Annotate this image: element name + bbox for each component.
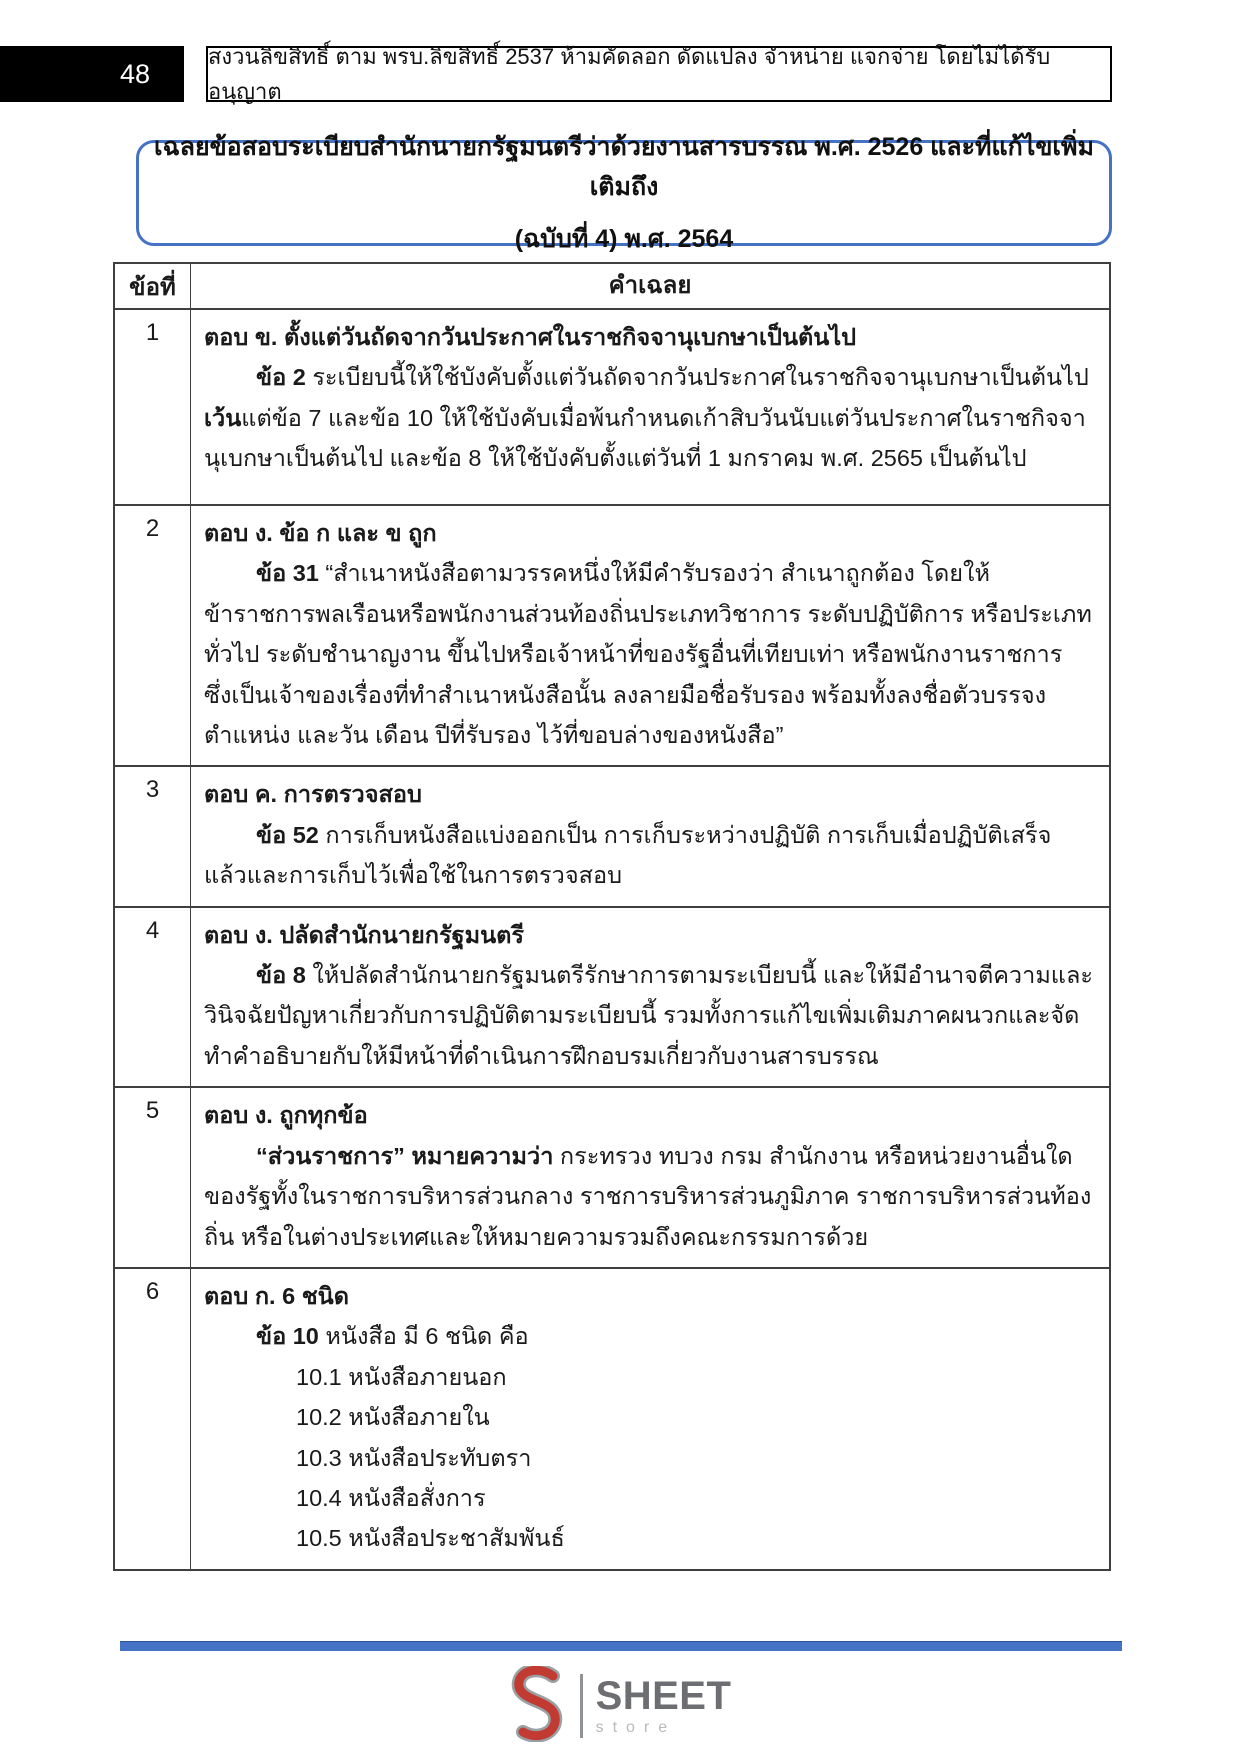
answer-cell	[191, 1088, 1109, 1267]
row-number: 6	[115, 1269, 191, 1569]
answer-line: ตอบ ง. ปลัดสำนักนายกรัฐมนตรี	[204, 921, 525, 948]
answer-line: ตอบ ค. การตรวจสอบ	[204, 781, 422, 808]
clause-ref: ข้อ 8	[256, 962, 306, 989]
table-row	[115, 310, 1109, 506]
row-number: 5	[115, 1088, 191, 1267]
page-number: 48	[119, 58, 150, 89]
answer-line: ตอบ ข. ตั้งแต่วันถัดจากวันประกาศในราชกิจจานุเบกษาเป็นต้นไป	[204, 324, 857, 350]
table-header-answer: คำเฉลย	[608, 272, 692, 300]
explanation-text: ระเบียบนี้ให้ใช้บังคับตั้งแต่วันถัดจากวันประกาศในราชกิจจานุเบกษาเป็นต้นไป	[312, 364, 1089, 391]
copyright-text: สงวนลิขสิทธิ์ ตาม พรบ.ลิขสิทธิ์ 2537 ห้ามคัดลอก ดัดแปลง จำหน่าย แจกจ่าย โดยไม่ได้รับอนุญาต	[208, 44, 1051, 104]
clause-ref: ข้อ 31	[256, 560, 319, 587]
clause-ref: ข้อ 52	[256, 821, 319, 848]
table-row	[115, 1269, 1109, 1569]
footer-divider	[120, 1641, 1122, 1651]
title-line-1: เฉลยข้อสอบระเบียบสำนักนายกรัฐมนตรีว่าด้วยงานสารบรรณ พ.ศ. 2526 และที่แก้ไขเพิ่มเติมถึง	[154, 133, 1094, 201]
title-box	[136, 133, 1112, 253]
explanation-paragraph	[204, 815, 1093, 896]
emphasis-text: เว้น	[204, 404, 242, 431]
explanation-paragraph	[204, 1136, 1093, 1257]
page-number-box	[0, 46, 184, 102]
answer-cell	[191, 310, 1109, 504]
explanation-text: กระทรวง ทบวง กรม สำนักงาน หรือหน่วยงานอื่นใดของรัฐทั้งในราชการบริหารส่วนกลาง ราชการบริหารส่วนภูมิภาค ราชการบริหารส่วนท้องถิ่น หรือในต่างประเทศและให้หมายความรวมถึงคณะกรรมการด้วย	[204, 1142, 1092, 1250]
clause-ref: ข้อ 10	[256, 1323, 319, 1350]
answer-line: ตอบ ง. ถูกทุกข้อ	[204, 1102, 368, 1129]
explanation-text-2: แต่ข้อ 7 และข้อ 10 ให้ใช้บังคับเมื่อพ้นกำหนดเก้าสิบวันนับแต่วันประกาศในราชกิจจานุเบกษาเป็นต้นไป และข้อ 8 ให้ใช้บังคับตั้งแต่วันที่ 1 มกราคม พ.ศ. 2565 เป็นต้นไป	[204, 404, 1086, 472]
answer-cell	[191, 767, 1109, 905]
list-item: 10.4 หนังสือสั่งการ	[296, 1484, 486, 1511]
list-item: 10.5 หนังสือประชาสัมพันธ์	[296, 1525, 565, 1552]
row-number: 3	[115, 767, 191, 905]
answer-line: ตอบ ก. 6 ชนิด	[204, 1282, 349, 1309]
explanation-text: “สำเนาหนังสือตามวรรคหนึ่งให้มีคำรับรองว่า สำเนาถูกต้อง โดยให้ข้าราชการพลเรือนหรือพนักงานส่วนท้องถิ่นประเภทวิชาการ ระดับปฏิบัติการ หรือประเภททั่วไป ระดับชำนาญงาน ขึ้นไปหรือเจ้าหน้าที่ของรัฐอื่นที่เทียบเท่า หรือพนักงานราชการ ซึ่งเป็นเจ้าของเรื่องที่ทำสำเนาหนังสือนั้น ลงลายมือชื่อรับรอง พร้อมทั้งลงชื่อตัวบรรจง ตำแหน่ง และวัน เดือน ปีที่รับรอง ไว้ที่ขอบล่างของหนังสือ”	[204, 560, 1092, 749]
explanation-text: ให้ปลัดสำนักนายกรัฐมนตรีรักษาการตามระเบียบนี้ และให้มีอำนาจตีความและวินิจฉัยปัญหาเกี่ยวกับการปฏิบัติตามระเบียบนี้ รวมทั้งการแก้ไขเพิ่มเติมภาคผนวกและจัดทำคำอธิบายกับให้มีหน้าที่ดำเนินการฝึกอบรมเกี่ยวกับงานสารบรรณ	[204, 962, 1093, 1069]
explanation-paragraph	[204, 357, 1093, 478]
table-row	[115, 506, 1109, 767]
list-item: 10.2 หนังสือภายใน	[296, 1404, 490, 1431]
explanation-paragraph	[204, 955, 1093, 1076]
definition-term: “ส่วนราชการ” หมายความว่า	[256, 1142, 554, 1169]
title-line-2: (ฉบับที่ 4) พ.ศ. 2564	[514, 225, 734, 253]
explanation-text: การเก็บหนังสือแบ่งออกเป็น การเก็บระหว่างปฏิบัติ การเก็บเมื่อปฏิบัติเสร็จแล้วและการเก็บไว้เพื่อใช้ในการตรวจสอบ	[204, 821, 1052, 889]
table-header-row	[115, 264, 1109, 310]
explanation-paragraph	[204, 553, 1093, 755]
row-number: 4	[115, 908, 191, 1087]
explanation-paragraph	[204, 1316, 1093, 1356]
list-item: 10.1 หนังสือภายนอก	[296, 1363, 507, 1390]
table-row	[115, 767, 1109, 907]
logo-s-icon	[509, 1666, 567, 1747]
logo-divider	[580, 1674, 583, 1738]
copyright-box	[206, 46, 1112, 102]
logo-texts	[596, 1676, 732, 1736]
table-row	[115, 908, 1109, 1089]
row-number: 2	[115, 506, 191, 765]
answer-cell	[191, 506, 1109, 765]
list-item: 10.3 หนังสือประทับตรา	[296, 1444, 532, 1471]
table-row	[115, 1088, 1109, 1269]
logo-main-text: SHEET	[595, 1674, 732, 1718]
answer-cell	[191, 908, 1109, 1087]
answer-line: ตอบ ง. ข้อ ก และ ข ถูก	[204, 520, 437, 546]
clause-ref: ข้อ 2	[256, 364, 306, 391]
row-number: 1	[115, 310, 191, 504]
table-header-no: ข้อที่	[115, 264, 191, 308]
explanation-text: หนังสือ มี 6 ชนิด คือ	[325, 1323, 529, 1350]
answer-table	[113, 262, 1111, 1571]
answer-cell	[191, 1269, 1109, 1569]
logo-sub-text: store	[595, 1719, 677, 1736]
sheet-store-logo	[0, 1660, 1240, 1752]
